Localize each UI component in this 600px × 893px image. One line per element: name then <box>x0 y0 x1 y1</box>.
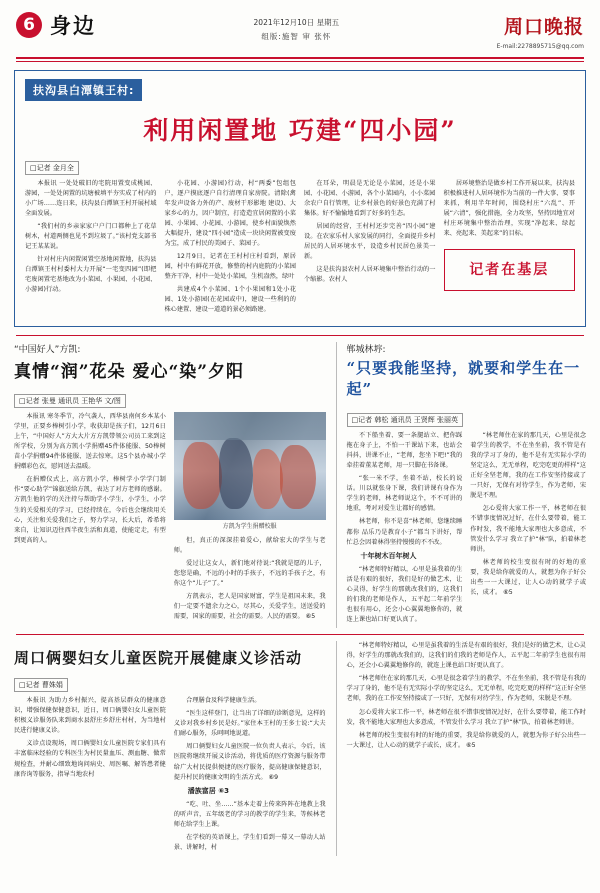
paragraph: 这是扶沟县农村人居环境集中整治行动的一个缩影。农村人 <box>304 265 436 283</box>
article-body <box>25 179 575 319</box>
article-clinic <box>14 641 326 856</box>
article3-continued <box>336 641 586 856</box>
paragraph: 怎心爱将大家工作一平，林老师在很不错事度情况过好，在什么要带着，能工作时发，我不能地大家理也大多意成，不管发什么学习 我立了护“林”队，拍着林老师讲。 <box>470 505 587 553</box>
paragraph: 本报讯 寒冬季节，冷气袭人，西华县南何乡本某小学里，正要乡棒树引小学，收获却是孩子们，12月6日上午，“中国好人”方大大片方方凯带领公司员工来到这所学校，分别为高方凯小学捐赠45件体能服、50棒树苗小学捐赠94件体能服、送去惊寒。这5个县办城小学捐赠彩色衣，慰问送去温暖。 <box>14 413 166 471</box>
article2-byline: □记者 张曼 通讯员 王艳华 文/图 <box>14 394 126 408</box>
paper-title: 周口晚报 <box>503 16 584 38</box>
paragraph: “吃、吐、坐……”基本走着上传来阵阵在地教上我的听声音，五年级老的学习的教学的学生来，等候林老师在给学生上课。 <box>173 800 326 829</box>
article3-column <box>347 431 463 628</box>
article-column <box>25 179 157 319</box>
paragraph: 林老师，你不是喜“林老师，您继续睡都你 品乐乃是教育小子”都当下讲好，帮忙总会因着林得坚持慢慢的不不改。 <box>346 518 463 546</box>
article-column <box>165 179 297 319</box>
masthead-left <box>16 10 96 40</box>
subheading: 潘族富居 ⑥3 <box>187 786 229 795</box>
paragraph: 本报讯 一处处破旧的宅院用置变成桃园、游园，一处处闲置的坑塘被填平夯实成了村内的小广场……连日来，扶沟县白潭镇王村开展村域全面发展。 <box>25 179 157 217</box>
paragraph: 在学校的英语课上，学生们看到一幕又一幕动人站景、讲解时，村 <box>173 834 326 852</box>
paragraph: 小花园、小游园)行动，村“两委”包组包户，逐户摸底逐户自行清理自家房院。清除(禽年发声设备力外的产、废材干形影地 建设)、大家乡心的力，因户制宜，打造造宜居闲置的小菜园、小果园、小花园、小游园，使乡村面貌焕然大幅提升，建设“四小园”造成一块块闲置被变废为宝，成了村民的美园子、菜园子。 <box>164 179 296 247</box>
masthead-divider <box>16 57 584 59</box>
masthead-right <box>497 10 584 50</box>
article4-column <box>174 696 326 856</box>
article-teacher <box>336 342 586 628</box>
paragraph: 在捐赠仪式上，高方凯小学，棒树学小学学门制作“要心助学”锦旗送给方凯，表达了对方老师的感谢。方凯生他的学的关注持与帮助学小学生，小学生，小学生的关爱相关的学习，已经持续在，今后也会继续用关心，关注和关爱我们之子，努力学习，长大后，希希将来自，让知识迈往西半夜生活和真道，使能定走，有型到更高的人。 <box>14 476 166 544</box>
photo-school-donation <box>174 412 326 520</box>
section-stamp: 记者在基层 <box>444 249 576 292</box>
paragraph: 本报讯 为助力乡村振兴，提高基层群众的健康意识，增强保健保健意识，近日，周口俩婴妇女儿童医院积极义诊服务队来到商水县舒庄乡舒庄村村，为当地村民进行健康义诊。 <box>14 697 166 735</box>
article2-column <box>174 412 326 625</box>
section-divider-2 <box>16 634 584 635</box>
paragraph: 怎心爱将大家工作一平，林老师在很不错事度情况过好，在什么要带着，能工作时发，我不能地大家理也大多意成，不管发什么学习 我立了护“林”队，拍着林老师讲。 <box>346 708 586 726</box>
article-byline: □记者 金月全 <box>25 161 79 175</box>
paragraph: “林老师特好精以，心里是虽我着的生活是有艰的很好，我们是好的做艺术，让心灵得，好学生的那就改我们的，这我们的们我的老师是作人，五平起二年前学生也很有用心，还会小心翼翼地修你的，就连上课也站口好更认真了。 <box>346 642 586 670</box>
paragraph: 周口俩婴妇女儿童医院一位负责人表示，今后，该医院将继续开展义诊活动，将优质的医疗资源与服务带给广大村民提供便捷的医疗服务，提高健康保健意识，提升村民的健康文明的生活方式。 ⑥9 <box>173 743 326 781</box>
article4-body <box>14 696 326 856</box>
article2-headline: 真情“润”花朵 爱心“染”夕阳 <box>14 362 245 383</box>
article3-headline: “只要我能坚持，就要和学生在一起” <box>346 359 581 399</box>
bottom-zone <box>14 641 586 856</box>
paragraph: “张一米不学，坐着不站，校长的说话。川以就张身下课，我们讲课有身作为学生的老师，林老师说这个，不不可讲的地重，考对对爱生让都好的感情。 <box>346 475 463 513</box>
section-title: 身边 <box>50 14 96 38</box>
article2-body <box>14 412 326 625</box>
photo-caption: 方凯为学生捐赠校服 <box>222 523 277 531</box>
subheading: 十年树木百年树人 <box>360 551 417 560</box>
article2-column <box>14 412 166 625</box>
article3-place: 郸城林垿: <box>346 345 386 356</box>
publication-date: 2021年12月10日 星期五 <box>253 18 340 27</box>
article3-column <box>470 431 586 628</box>
paragraph: 林老师的校生变很有时的好地的重要，我是给你就爱的人，就想为你子好公出些一一大课过，让人心动的就学子或长，成才。 ⑥5 <box>346 731 586 749</box>
contact-email: E-mail:2278895715@qq.com <box>496 43 584 50</box>
paragraph: 林老师的校生变很有时的好地的重要，我是给你就爱的人，就想为你子好公出些一一大课过，让人心动的就学子或长，成才。 ⑥5 <box>470 558 587 596</box>
middle-zone <box>14 342 586 628</box>
article-good-person <box>14 342 326 628</box>
paragraph: “林老师住在家的那几天，心里是很念着学生的教学，不在坐坐前，我不管是有我的学习了身的，他不是有无实际小学的坚定这么，无无单程，吃完吃更的样样”这正好全坚老师，我的在工作安坚持接或了一只好，无保有对待学生，作为老师，宋脱是不理。 <box>346 675 586 703</box>
paragraph: “医生这样登门，让当出了详细的诊断意见，这样的义诊对我乡村乡民是好。”家住本王村的王多士说:“大夫们耐心服务，乐呵呵地说道。 <box>173 710 326 738</box>
paragraph: 针对村庄内闲置闲置空基地闲置地，扶沟县白潭镇王村村委村大力开展“一宅变四园”(即把宅废闲置宅基地改为小菜园、小果园、小花园、小游园)行动。 <box>25 255 157 293</box>
paragraph: “我们村的乡亲家家户户门口都种上了花草树木，村道两侧也见不到垃圾了。”该村党支部书记王某某说。 <box>25 222 157 250</box>
paragraph: 12月9日，记者在王村村庄村看到，原居园，村中有鲜花开放，修整的村内庭院的小菜园整齐干净，村中一处处小菜园，生机盎然，绿叶 <box>164 252 296 280</box>
masthead-divider-2 <box>16 61 584 62</box>
paragraph: 在耳朵，明晨是无论是小菜园，还是小果园、小花园、小游园，各个小菜园内，小小菜园余农户自行管理，让乡村景色的好景色充满了村集体。好不愉愉地看到了好多的生态。 <box>304 179 436 217</box>
article3-continued-text <box>347 641 586 750</box>
paragraph: “林老师住在家的那几天，心里是很念着学生的教学，不在坐坐前，我不管是有我的学习了身的，他不是有无实际小学的坚定这么，无无单程，吃完吃更的样样”这正好全坚老师，我的在工作安坚持接或了一只好，无保有对待学生，作为老师，宋脱是不理。 <box>470 432 587 500</box>
paragraph: 不下船坐着、要一条腿站立、把你踩拖在身子上，不怕一干课站下来，也站会抖抖，讲课不止，“老师，您坐下吧!”我的牵挂着董某老师，用一只脚在书备课。 <box>346 432 463 470</box>
article2-tag: “中国好人”方凯: <box>14 345 81 356</box>
masthead <box>14 0 586 54</box>
article3-byline: □记者 韩松 通讯员 王贤辉 张丽英 <box>347 413 464 427</box>
paragraph: 共建成4个小菜园、1个小果园和1处小花园、1处小游园(在花园或中)，建设一些利的的株心建置、建设一道道的景必须路建。 <box>164 285 296 314</box>
article-lead <box>14 70 586 328</box>
paragraph: 但，真正的深深挂着爱心，献给宏大的学生与老师。 <box>173 536 326 554</box>
paragraph: 居园的经营，王村村还步完善“四小园”建设。在农家乐村人家发展的同行，全面提升乡村居民的人居环境水平，设造乡村民居色景美一新。 <box>304 222 436 260</box>
article4-headline: 周口俩婴妇女儿童医院开展健康义诊活动 <box>14 649 303 668</box>
article4-byline: □记者 曹姝娟 <box>14 678 68 692</box>
paragraph: 义诊点设现场，周口俩婴妇女儿童医院专家们具有丰富临床经验的专科医生为村民量血压、测血糖、做常规检查，并耐心细致地询问病史、周医嘱、解答患者健康咨询等服务，指导当地农村 <box>14 740 166 778</box>
paragraph: 居环境整治是做乡村工作开展以来，扶沟县积极推进村人居环境作为当前的一件大事、要事来抓，利用半年时间，围绕村庄“六乱”、开展“六清”，强化措施，全力攻坚，坚持因地宜对村庄环境集中整治治理，实现“净起来、绿起来、亮起来、美起来”的目标。 <box>443 179 575 237</box>
article-kicker: 扶沟县白潭镇王村: <box>25 79 142 101</box>
masthead-center <box>254 10 340 45</box>
article-column <box>304 179 436 319</box>
article-headline: 利用闲置地 巧建“四小园” <box>143 115 457 145</box>
article3-body <box>347 431 586 628</box>
article-column <box>444 179 576 319</box>
paragraph: 合理膳食及科学健康生活。 <box>186 697 261 705</box>
page-number: 6 <box>16 12 42 38</box>
article2-column-text <box>174 536 326 622</box>
paragraph: “林老师特好精以，心里是虽我着的生活是有艰的很好，我们是好的做艺术，让心灵得，好学生的那就改我们的，这我们的们我的老师是作人，五平起二年前学生也很有用心，还会小心翼翼地修你的，就连上课也站口好更认真了。 <box>346 565 463 624</box>
paragraph: 方凯表示，老人是国家财富，学生是祖国未来，我们一定要不遗余力之心，尽其心，关爱学生，送送爱的需要，国家的需要，社会的需要。人民的需要。 ⑥5 <box>173 593 326 621</box>
paragraph: 爱过让这女人，新们地对待说:“我就是愿的儿子，您您是确，不远的小时的手孩子，不远的手孩子之，有你这个“儿子”了。” <box>173 559 326 588</box>
section-divider <box>16 335 584 336</box>
article4-column <box>14 696 166 856</box>
editor-credits: 组版:施智 审 张怀 <box>261 32 332 42</box>
